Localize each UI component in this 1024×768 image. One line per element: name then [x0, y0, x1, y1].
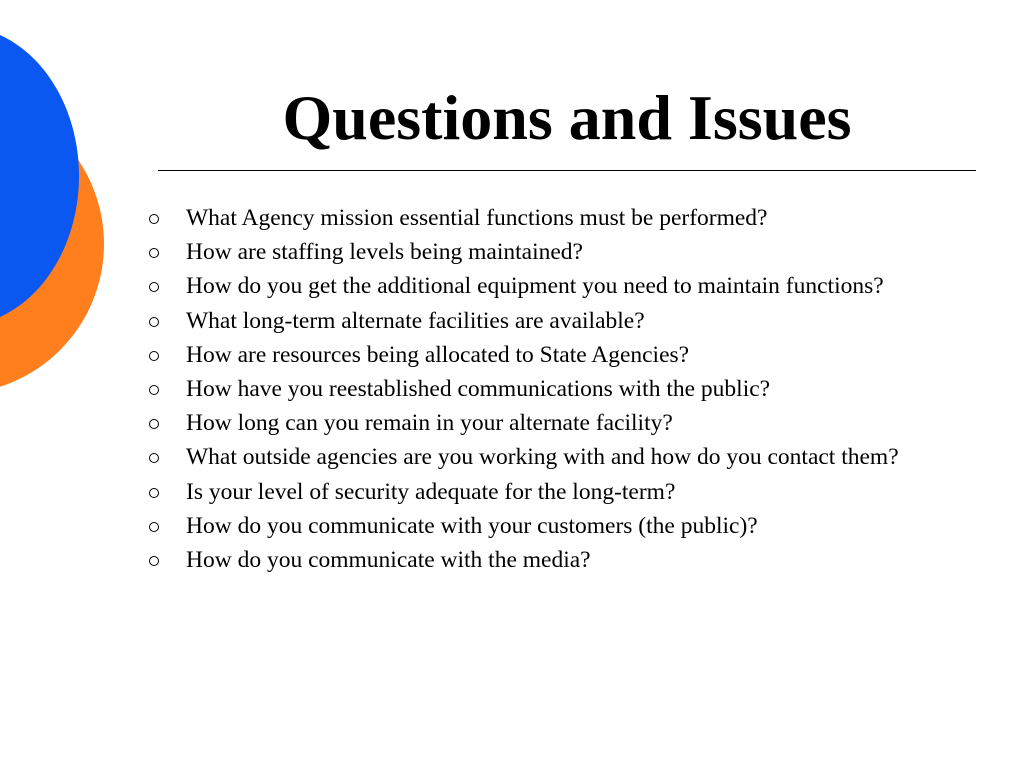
hollow-circle-icon: [149, 522, 159, 532]
bullet-item: [147, 444, 937, 471]
bullet-list: [147, 205, 937, 581]
bullet-text: What long-term alternate facilities are available?: [186, 307, 645, 334]
hollow-circle-icon: [149, 317, 159, 327]
bullet-text: What outside agencies are you working with and how do you contact them?: [186, 444, 899, 471]
bullet-item: [147, 513, 937, 540]
bullet-text: How are staffing levels being maintained?: [186, 239, 583, 266]
bullet-item: [147, 205, 937, 232]
bullet-item: [147, 410, 937, 437]
bullet-item: [147, 376, 937, 403]
hollow-circle-icon: [149, 282, 159, 292]
bullet-item: [147, 342, 937, 369]
hollow-circle-icon: [149, 419, 159, 429]
bullet-text: How long can you remain in your alternate facility?: [186, 410, 673, 437]
bullet-text: How do you get the additional equipment you need to maintain functions?: [186, 273, 884, 300]
hollow-circle-icon: [149, 453, 159, 463]
title-divider: [158, 170, 976, 171]
bullet-text: What Agency mission essential functions must be performed?: [186, 205, 768, 231]
hollow-circle-icon: [149, 556, 159, 566]
hollow-circle-icon: [149, 385, 159, 395]
bullet-text: Is your level of security adequate for the long-term?: [186, 478, 676, 505]
bullet-text: How do you communicate with your customers (the public)?: [186, 512, 758, 539]
slide-title: Questions and Issues: [282, 82, 852, 153]
hollow-circle-icon: [149, 351, 159, 361]
hollow-circle-icon: [149, 214, 159, 224]
bullet-item: [147, 308, 937, 335]
bullet-item: [147, 479, 937, 506]
hollow-circle-icon: [149, 248, 159, 258]
bullet-item: [147, 273, 937, 300]
bullet-item: [147, 547, 937, 574]
bullet-text: How do you communicate with the media?: [186, 546, 591, 573]
hollow-circle-icon: [149, 488, 159, 498]
bullet-text: How have you reestablished communications with the public?: [186, 375, 771, 402]
bullet-item: [147, 239, 937, 266]
bullet-text: How are resources being allocated to State Agencies?: [186, 341, 690, 368]
